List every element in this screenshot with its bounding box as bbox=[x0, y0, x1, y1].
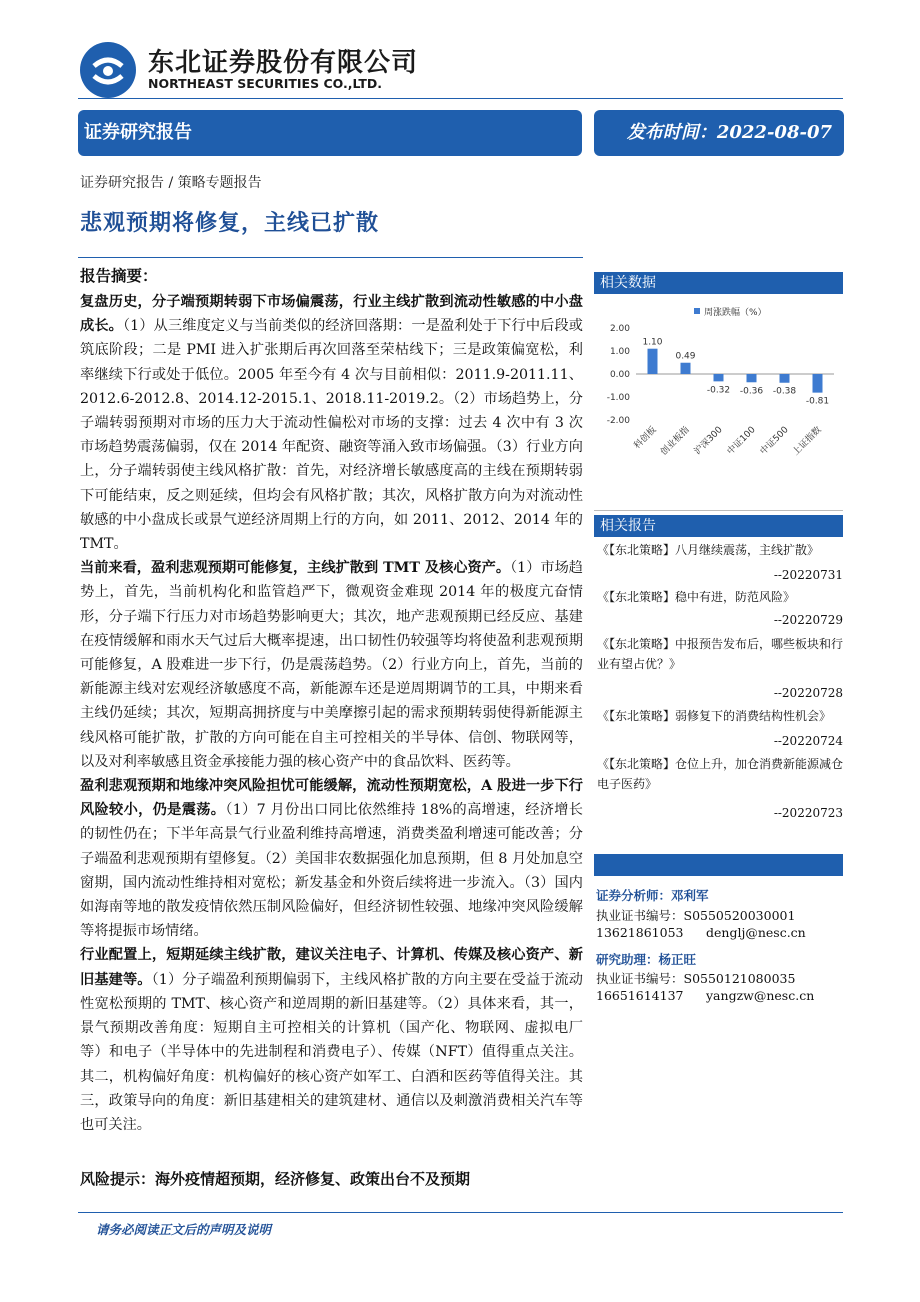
report-type-banner: 证券研究报告 bbox=[78, 110, 582, 156]
header-divider bbox=[78, 98, 843, 99]
bar-value-label: 1.10 bbox=[642, 337, 663, 348]
title-divider bbox=[78, 257, 583, 258]
weekly-change-chart bbox=[594, 298, 843, 506]
publish-date-banner: 发布时间：2022-08-07 bbox=[594, 110, 844, 156]
bar-value-label: -0.32 bbox=[706, 385, 731, 396]
bar bbox=[813, 374, 823, 393]
bar-value-label: 0.49 bbox=[675, 351, 696, 362]
bar bbox=[747, 374, 757, 382]
legend-label: 周涨跌幅（%） bbox=[704, 308, 767, 318]
report-link[interactable]: 《【东北策略】八月继续震荡，主线扩散》 bbox=[597, 543, 820, 557]
chart-bottom-divider bbox=[594, 510, 843, 511]
paragraph: 当前来看，盈利悲观预期可能修复，主线扩散到 TMT 及核心资产。（1）市场趋势上，首先，当前机构化和监管趋严下，微观资金难现 2014 年的极度亢奋情形，分子端下行压力对市场趋势影响更大；其次，地产悲观预期已经反应、基建在疫情缓解和雨水天气过后大概率提速，出口韧性仍较强等均将使盈利悲观预期可能修复，A 股难进一步下行，仍是震荡趋势。（2）行业方向上，首先，当前的新能源主线对宏观经济敏感度不高，新能源车还是逆周期调节的工具，中期来看主线仍延续；其次，短期高拥挤度与中美摩擦引起的需求预期转弱使得新能源主线风格可能扩散，扩散的方向可能在自主可控相关的半导体、信创、物联网等，以及对利率敏感且资金承接能力强的核心资产中的食品饮料、医药等。 bbox=[80, 560, 583, 770]
report-link[interactable]: 《【东北策略】稳中有进，防范风险》 bbox=[597, 590, 796, 604]
company-name-cn: 东北证券股份有限公司 bbox=[148, 48, 419, 78]
y-tick-label: -1.00 bbox=[606, 393, 630, 403]
category-label: 沪深300 bbox=[692, 425, 725, 458]
paragraph: 行业配置上，短期延续主线扩散，建议关注电子、计算机、传媒及核心资产、新旧基建等。（1）分子端盈利预期偏弱下，主线风格扩散的方向主要在受益于流动性宽松预期的 TMT、核心资产和逆周期的新旧基建等。（2）具体来看，其一，景气预期改善角度：短期自主可控相关的计算机（国产化、物联网、虚拟电厂等）和电子（半导体中的先进制程和消费电子）、传媒（NFT）值得重点关注。其二，机构偏好角度：机构偏好的核心资产如军工、白酒和医药等值得关注。其三，政策导向的角度：新旧基建相关的建筑建材、通信以及刺激消费相关汽车等也可关注。 bbox=[80, 947, 583, 1133]
company-logo-icon bbox=[80, 42, 136, 98]
bar-value-label: -0.38 bbox=[772, 386, 797, 397]
footer-disclaimer: 请务必阅读正文后的声明及说明 bbox=[96, 1222, 272, 1237]
assistant-email[interactable]: yangzw@nesc.cn bbox=[706, 988, 815, 1003]
analyst-cert: 执业证书编号：S0550520030001 bbox=[596, 908, 796, 923]
report-date: --20220724 bbox=[773, 734, 843, 748]
category-label: 中证500 bbox=[758, 425, 791, 458]
assistant-phone: 16651614137 bbox=[596, 988, 684, 1003]
y-tick-label: -2.00 bbox=[606, 416, 630, 426]
sidebar-bar bbox=[594, 854, 843, 876]
paragraph: 盈利悲观预期和地缘冲突风险担忧可能缓解，流动性预期宽松，A 股进一步下行风险较小，仍是震荡。（1）7 月份出口同比依然维持 18%的高增速，经济增长的韧性仍在；下半年高景气行业盈利维持高增速，消费类盈利增速可能改善；分子端盈利悲观预期有望修复。（2）美国非农数据强化加息预期，但 8 月处加息空窗期，国内流动性维持相对宽松；新发基金和外资后续将进一步流入。（3）国内如海南等地的散发疫情依然压制风险偏好，但经济韧性较强、地缘冲突风险缓解等将提振市场情绪。 bbox=[80, 778, 583, 940]
report-link[interactable]: 《【东北策略】弱修复下的消费结构性机会》 bbox=[597, 709, 832, 723]
footer-divider bbox=[78, 1212, 843, 1213]
report-link[interactable]: 《【东北策略】仓位上升，加仓消费新能源减仓电子医药》 bbox=[597, 757, 844, 791]
page-title: 悲观预期将修复，主线已扩散 bbox=[80, 210, 380, 236]
related-reports-heading: 相关报告 bbox=[594, 515, 843, 537]
company-name-en: NORTHEAST SECURITIES CO.,LTD. bbox=[148, 76, 383, 91]
analyst-phone: 13621861053 bbox=[596, 925, 684, 940]
bar bbox=[780, 374, 790, 383]
assistant-name: 研究助理：杨正旺 bbox=[596, 952, 697, 967]
report-date: --20220729 bbox=[773, 613, 843, 627]
y-tick-label: 2.00 bbox=[609, 324, 630, 334]
report-date: --20220728 bbox=[773, 686, 843, 700]
y-tick-label: 1.00 bbox=[609, 347, 630, 357]
category-label: 中证100 bbox=[725, 425, 758, 458]
risk-warning: 风险提示：海外疫情超预期，经济修复、政策出台不及预期 bbox=[80, 1170, 471, 1188]
breadcrumb: 证券研究报告 / 策略专题报告 bbox=[80, 175, 262, 191]
bar bbox=[681, 363, 691, 374]
paragraph: 复盘历史，分子端预期转弱下市场偏震荡，行业主线扩散到流动性敏感的中小盘成长。（1）从三维度定义与当前类似的经济回落期：一是盈利处于下行中后段或筑底阶段；二是 PMI 进入扩张期后再次回落至荣枯线下；三是政策偏宽松，利率继续下行或处于低位。2005 年至今有 4 次与目前相似：2011.9-2011.11、2012.6-2012.8、2014.12-2015.1、2018.11-2019.2。（2）市场趋势上，分子端转弱预期对市场的压力大于流动性偏松对市场的支撑：过去 4 次中有 3 次市场趋势震荡偏弱，仅在 2014 年配资、融资等涌入致市场偏强。（3）行业方向上，分子端转弱使主线风格扩散：首先，对经济增长敏感度高的主线在预期转弱下可能结束，反之则延续，但均会有风格扩散；其次，风格扩散方向为对流动性敏感的中小盘成长或景气逆经济周期上行的方向，如 2011、2012、2014 年的 TMT。 bbox=[80, 294, 583, 553]
analyst-name: 证券分析师：邓利军 bbox=[596, 888, 709, 903]
bar bbox=[648, 349, 658, 374]
bar bbox=[714, 374, 724, 381]
analyst-email[interactable]: denglj@nesc.cn bbox=[706, 925, 806, 940]
category-label: 创业板指 bbox=[659, 425, 692, 458]
report-link[interactable]: 《【东北策略】中报预告发布后，哪些板块和行业有望占优？》 bbox=[597, 637, 844, 671]
related-data-heading: 相关数据 bbox=[594, 272, 843, 294]
legend-swatch bbox=[694, 308, 700, 314]
bar-value-label: -0.36 bbox=[739, 386, 764, 397]
report-date: --20220731 bbox=[773, 568, 843, 582]
y-tick-label: 0.00 bbox=[609, 370, 630, 380]
category-label: 上证指数 bbox=[791, 425, 824, 458]
abstract-heading: 报告摘要： bbox=[80, 266, 158, 285]
assistant-cert: 执业证书编号：S0550121080035 bbox=[596, 971, 796, 986]
bar-value-label: -0.81 bbox=[805, 396, 830, 407]
abstract-body bbox=[80, 290, 583, 1137]
category-label: 科创板 bbox=[632, 425, 659, 452]
report-date: --20220723 bbox=[773, 806, 843, 820]
